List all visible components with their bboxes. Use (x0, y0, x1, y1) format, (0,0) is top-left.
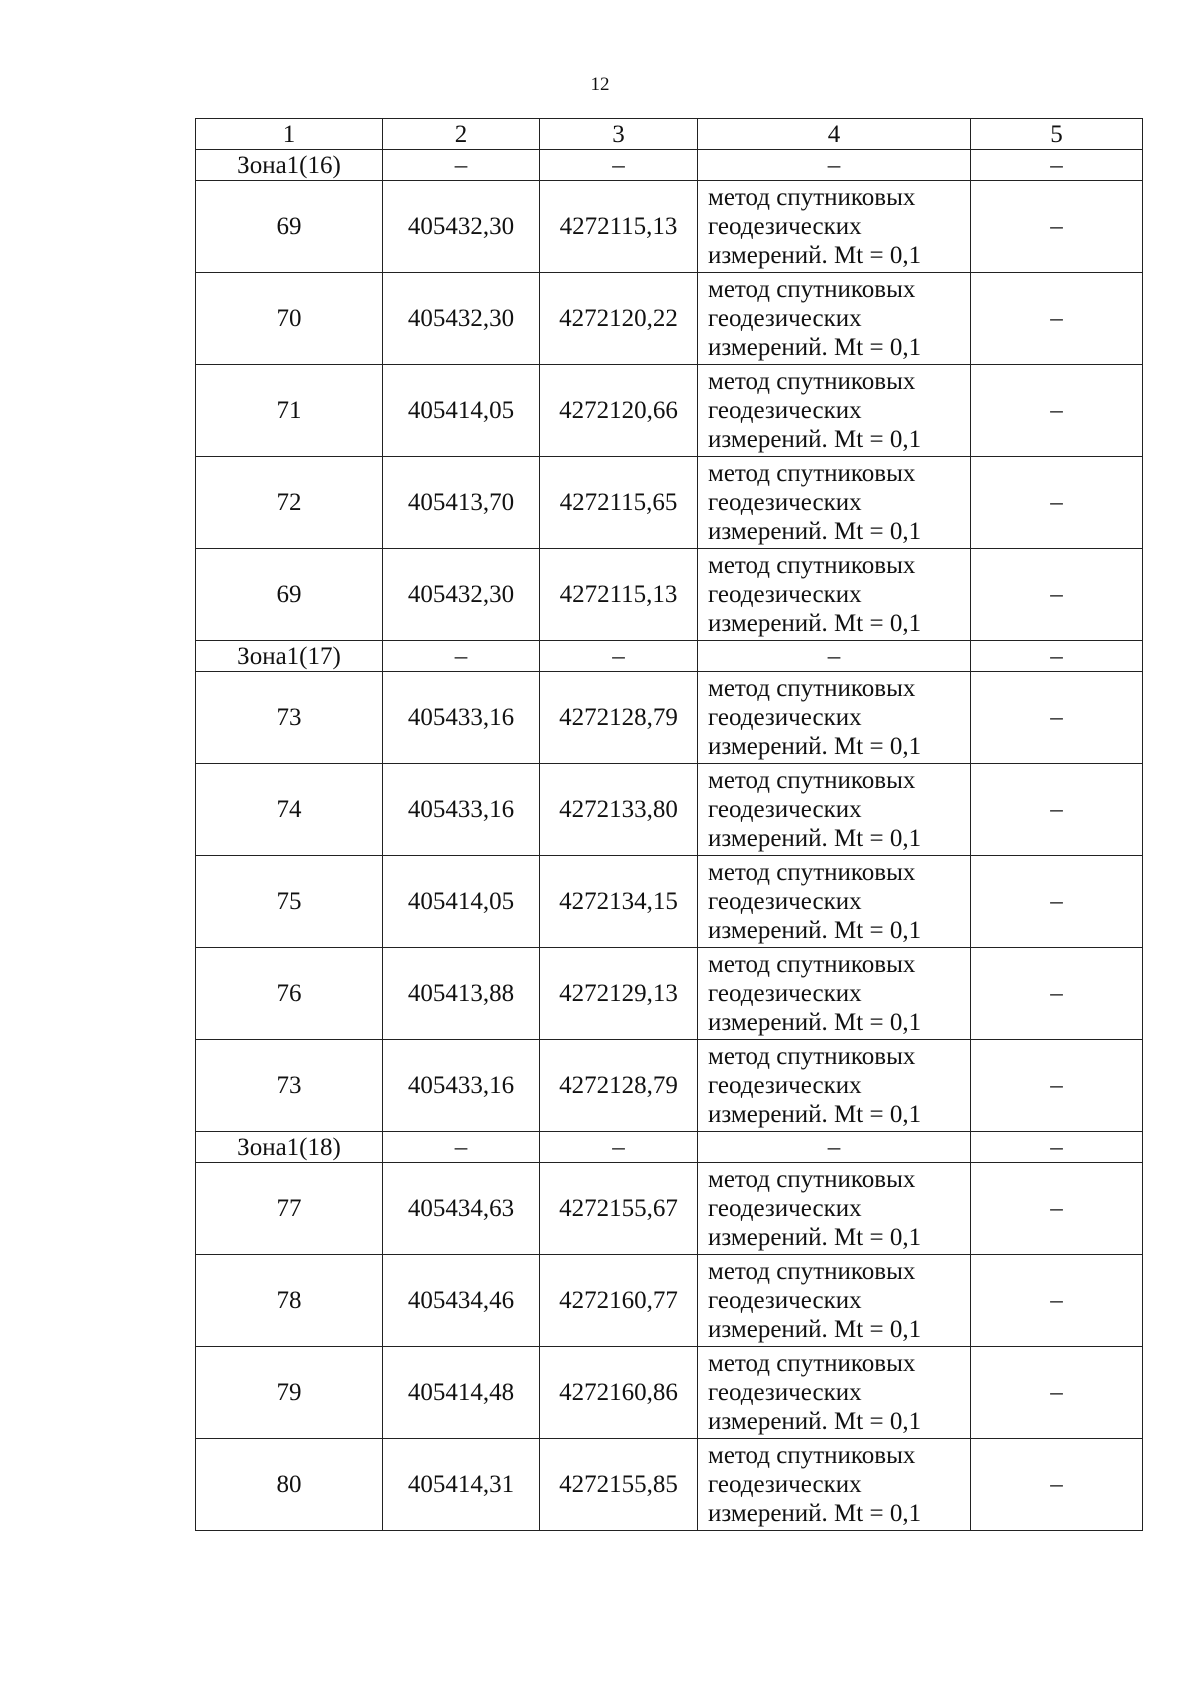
zone-dash: – (540, 641, 698, 672)
column-header-4: 4 (698, 119, 971, 150)
zone-dash: – (383, 150, 540, 181)
method-line: геодезических (708, 796, 862, 823)
method-line: метод спутниковых (708, 460, 916, 487)
table-row (196, 672, 1143, 764)
coordinates-table (195, 118, 1143, 1531)
x-coordinate: 405433,16 (383, 764, 540, 856)
zone-dash: – (698, 150, 971, 181)
table-row (196, 273, 1143, 365)
method-line: измерений. Mt = 0,1 (708, 518, 922, 545)
method-line: геодезических (708, 1379, 862, 1406)
column-header-1: 1 (196, 119, 383, 150)
method-line: измерений. Mt = 0,1 (708, 1408, 922, 1435)
method-description (698, 457, 971, 549)
x-coordinate: 405432,30 (383, 549, 540, 641)
method-line: метод спутниковых (708, 1043, 916, 1070)
method-line: измерений. Mt = 0,1 (708, 610, 922, 637)
header-row (196, 119, 1143, 150)
method-line: метод спутниковых (708, 276, 916, 303)
y-coordinate: 4272134,15 (540, 856, 698, 948)
note-value: – (971, 1040, 1143, 1132)
method-description (698, 1255, 971, 1347)
point-number: 76 (196, 948, 383, 1040)
zone-dash: – (383, 1132, 540, 1163)
method-line: метод спутниковых (708, 1350, 916, 1377)
method-line: метод спутниковых (708, 767, 916, 794)
y-coordinate: 4272120,66 (540, 365, 698, 457)
zone-dash: – (698, 1132, 971, 1163)
method-line: метод спутниковых (708, 1442, 916, 1469)
method-line: геодезических (708, 489, 862, 516)
method-line: измерений. Mt = 0,1 (708, 733, 922, 760)
table-row (196, 856, 1143, 948)
zone-dash: – (540, 1132, 698, 1163)
note-value: – (971, 1255, 1143, 1347)
method-line: измерений. Mt = 0,1 (708, 1500, 922, 1527)
y-coordinate: 4272155,67 (540, 1163, 698, 1255)
y-coordinate: 4272115,65 (540, 457, 698, 549)
zone-dash: – (971, 641, 1143, 672)
zone-dash: – (383, 641, 540, 672)
method-line: метод спутниковых (708, 368, 916, 395)
table-row (196, 1163, 1143, 1255)
method-description (698, 1439, 971, 1531)
method-line: измерений. Mt = 0,1 (708, 1009, 922, 1036)
point-number: 73 (196, 672, 383, 764)
note-value: – (971, 856, 1143, 948)
note-value: – (971, 672, 1143, 764)
method-description (698, 764, 971, 856)
y-coordinate: 4272160,86 (540, 1347, 698, 1439)
note-value: – (971, 764, 1143, 856)
method-description (698, 549, 971, 641)
zone-label: Зона1(17) (196, 641, 383, 672)
method-description (698, 1163, 971, 1255)
method-description (698, 948, 971, 1040)
table-row (196, 365, 1143, 457)
method-description (698, 1347, 971, 1439)
table-row (196, 1347, 1143, 1439)
x-coordinate: 405434,46 (383, 1255, 540, 1347)
note-value: – (971, 1347, 1143, 1439)
method-line: измерений. Mt = 0,1 (708, 334, 922, 361)
point-number: 69 (196, 181, 383, 273)
note-value: – (971, 181, 1143, 273)
table-row (196, 1255, 1143, 1347)
table-row (196, 764, 1143, 856)
method-line: геодезических (708, 888, 862, 915)
point-number: 80 (196, 1439, 383, 1531)
zone-dash: – (540, 150, 698, 181)
zone-row (196, 1132, 1143, 1163)
note-value: – (971, 365, 1143, 457)
zone-label: Зона1(16) (196, 150, 383, 181)
table-row (196, 457, 1143, 549)
method-description (698, 856, 971, 948)
x-coordinate: 405413,70 (383, 457, 540, 549)
table-row (196, 1439, 1143, 1531)
method-line: геодезических (708, 213, 862, 240)
method-line: метод спутниковых (708, 1258, 916, 1285)
method-line: метод спутниковых (708, 675, 916, 702)
zone-dash: – (698, 641, 971, 672)
method-line: измерений. Mt = 0,1 (708, 1101, 922, 1128)
column-header-5: 5 (971, 119, 1143, 150)
method-description (698, 181, 971, 273)
zone-dash: – (971, 1132, 1143, 1163)
note-value: – (971, 1439, 1143, 1531)
zone-row (196, 641, 1143, 672)
table-row (196, 181, 1143, 273)
method-line: геодезических (708, 581, 862, 608)
method-line: метод спутниковых (708, 859, 916, 886)
y-coordinate: 4272128,79 (540, 672, 698, 764)
point-number: 77 (196, 1163, 383, 1255)
table-row (196, 549, 1143, 641)
zone-dash: – (971, 150, 1143, 181)
zone-row (196, 150, 1143, 181)
x-coordinate: 405414,05 (383, 856, 540, 948)
note-value: – (971, 549, 1143, 641)
note-value: – (971, 1163, 1143, 1255)
point-number: 79 (196, 1347, 383, 1439)
method-line: геодезических (708, 704, 862, 731)
point-number: 69 (196, 549, 383, 641)
zone-label: Зона1(18) (196, 1132, 383, 1163)
method-line: метод спутниковых (708, 184, 916, 211)
method-line: измерений. Mt = 0,1 (708, 917, 922, 944)
y-coordinate: 4272160,77 (540, 1255, 698, 1347)
column-header-3: 3 (540, 119, 698, 150)
column-header-2: 2 (383, 119, 540, 150)
method-line: измерений. Mt = 0,1 (708, 825, 922, 852)
point-number: 72 (196, 457, 383, 549)
method-line: метод спутниковых (708, 552, 916, 579)
method-line: геодезических (708, 397, 862, 424)
note-value: – (971, 273, 1143, 365)
method-line: геодезических (708, 1195, 862, 1222)
method-description (698, 672, 971, 764)
y-coordinate: 4272155,85 (540, 1439, 698, 1531)
note-value: – (971, 948, 1143, 1040)
method-line: геодезических (708, 980, 862, 1007)
x-coordinate: 405433,16 (383, 1040, 540, 1132)
method-line: измерений. Mt = 0,1 (708, 1224, 922, 1251)
point-number: 73 (196, 1040, 383, 1132)
note-value: – (971, 457, 1143, 549)
method-description (698, 273, 971, 365)
x-coordinate: 405414,31 (383, 1439, 540, 1531)
method-description (698, 1040, 971, 1132)
y-coordinate: 4272120,22 (540, 273, 698, 365)
point-number: 70 (196, 273, 383, 365)
y-coordinate: 4272115,13 (540, 181, 698, 273)
point-number: 71 (196, 365, 383, 457)
point-number: 74 (196, 764, 383, 856)
method-line: геодезических (708, 1471, 862, 1498)
method-line: измерений. Mt = 0,1 (708, 242, 922, 269)
table-row (196, 1040, 1143, 1132)
y-coordinate: 4272133,80 (540, 764, 698, 856)
method-line: геодезических (708, 1072, 862, 1099)
x-coordinate: 405432,30 (383, 273, 540, 365)
method-line: геодезических (708, 1287, 862, 1314)
table-row (196, 948, 1143, 1040)
method-line: метод спутниковых (708, 951, 916, 978)
x-coordinate: 405434,63 (383, 1163, 540, 1255)
y-coordinate: 4272129,13 (540, 948, 698, 1040)
point-number: 75 (196, 856, 383, 948)
x-coordinate: 405414,48 (383, 1347, 540, 1439)
method-line: измерений. Mt = 0,1 (708, 426, 922, 453)
y-coordinate: 4272128,79 (540, 1040, 698, 1132)
x-coordinate: 405433,16 (383, 672, 540, 764)
x-coordinate: 405413,88 (383, 948, 540, 1040)
method-line: метод спутниковых (708, 1166, 916, 1193)
table-body (196, 119, 1143, 1531)
x-coordinate: 405414,05 (383, 365, 540, 457)
page-number: 12 (590, 74, 610, 95)
method-line: измерений. Mt = 0,1 (708, 1316, 922, 1343)
point-number: 78 (196, 1255, 383, 1347)
y-coordinate: 4272115,13 (540, 549, 698, 641)
method-description (698, 365, 971, 457)
x-coordinate: 405432,30 (383, 181, 540, 273)
method-line: геодезических (708, 305, 862, 332)
